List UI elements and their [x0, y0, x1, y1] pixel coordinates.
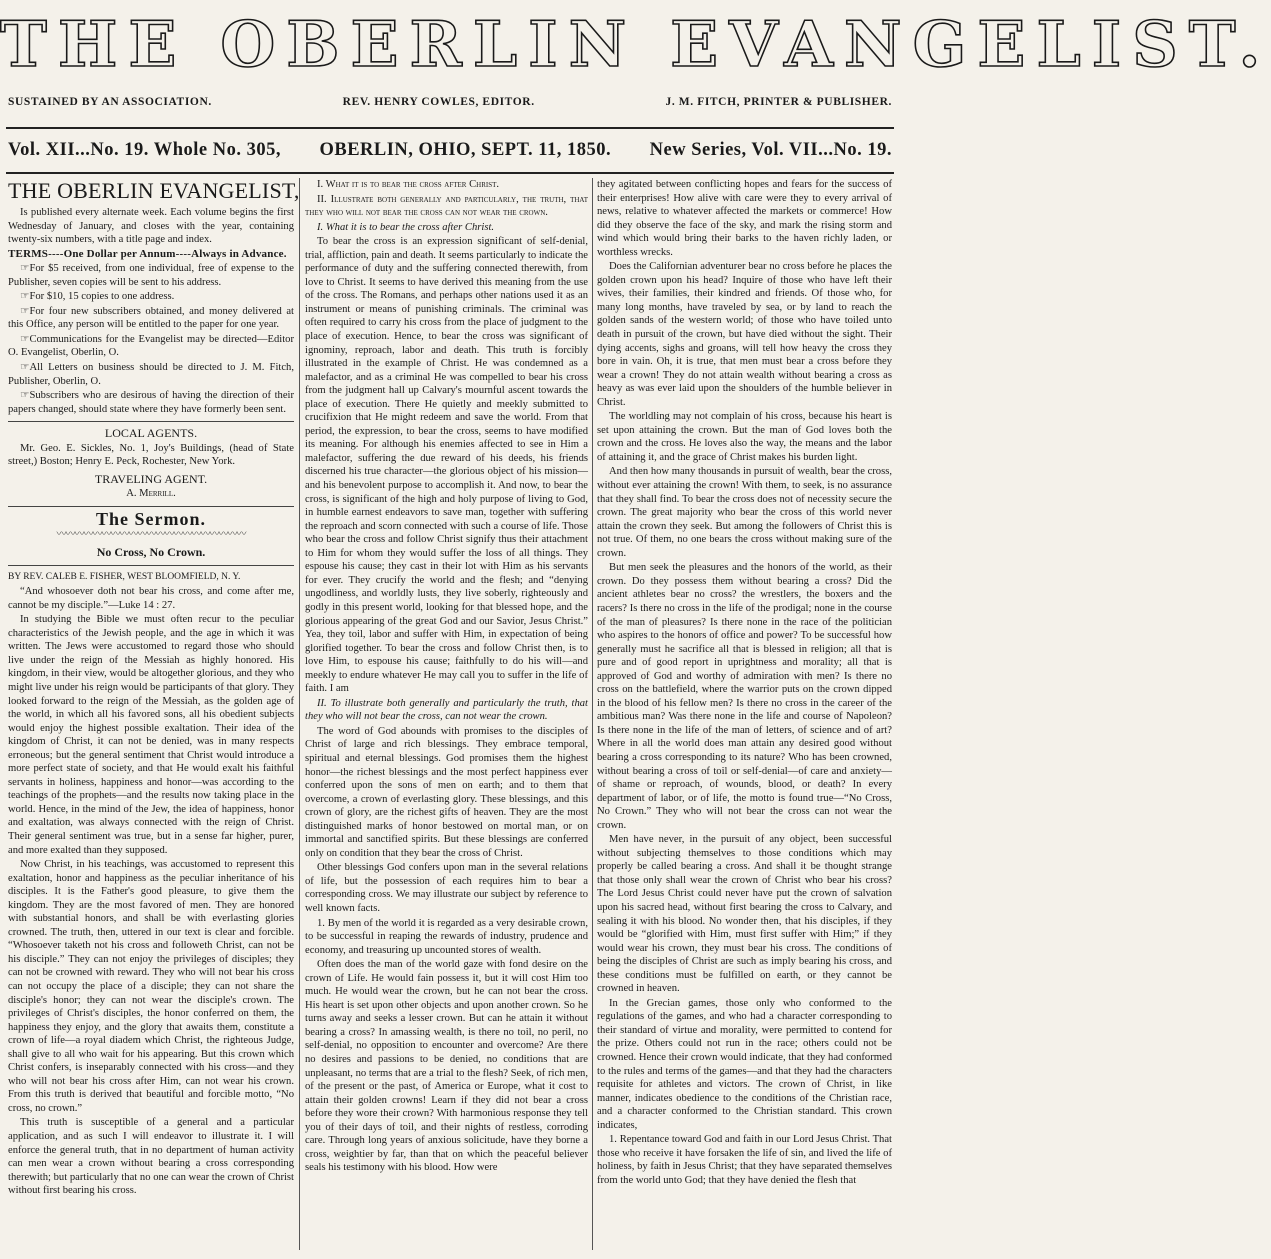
- local-agents-text: Mr. Geo. E. Sickles, No. 1, Joy's Buildings, (head of State street,) Boston; Henry E. Peck, Rochester, New York.: [8, 442, 294, 468]
- sermon-paragraph: 1. By men of the world it is regarded as a very desirable crown, to be successful in reaping the rewards of industry, prudence and economy, and treasuring up uncounted stores of wealth.: [305, 917, 588, 956]
- terms-item: ☞Communications for the Evangelist may be directed—Editor O. Evangelist, Oberlin, O.: [8, 333, 294, 359]
- masthead: [0, 0, 1271, 88]
- sermon-heading: The Sermon.: [96, 508, 206, 529]
- terms-item: ☞All Letters on business should be directed to J. M. Fitch, Publisher, Oberlin, O.: [8, 362, 294, 387]
- section-heading: II. To illustrate both generally and particularly the truth, that they who will not bear the cross, can not wear the crown.: [305, 697, 588, 723]
- wavy-divider: 〰〰〰〰〰〰〰〰〰〰〰〰〰〰〰〰〰〰〰〰〰: [56, 529, 246, 541]
- terms-item: ☞For four new subscribers obtained, and money delivered at this Office, any person will be entitled to the paper for one year.: [8, 305, 294, 331]
- sermon-paragraph: Now Christ, in his teachings, was accustomed to represent this exaltation, honor and happiness as the peculiar inheritance of his disciples. It is the Father's good pleasure, to give them the kingdom. They are the most favored of men. They are honored with substantial honors, and shall be with everlasting glories crowned. The truth, then, uttered in our text is clear and forcible. “Whosoever taketh not his cross and followeth Christ, can not be his disciple.” They can not enjoy the privileges of disciples; they can not be crowned with reward. They who will not bear his cross can not occupy the place of a disciple; they can not share the disciple's honor; they can not wear the disciple's crown. The privileges of Christ's disciples, the honor conferred on them, the happiness they enjoy, and the glory that awaits them, constitute a crown of life—a royal diadem which Christ, the righteous Judge, shall give to all who wait for his appearing. But this crown which Christ confers, is inseparably connected with his cross—and they who will not bear his cross after Him, can not wear his crown. From this truth is derived that beautiful and forcible motto, “No cross, no crown.”: [8, 859, 294, 1114]
- sermon-paragraph: In studying the Bible we must often recur to the peculiar characteristics of the Jewish people, and the age in which it was written. The Jews were accustomed to regard those who should live under the reign of the Messiah as highly honored. His kingdom, in their view, would be altogether glorious, and they who might live under his reign would be participants of that glory. They looked forward to the reign of the Messiah, as the golden age of the world, in which all his favored sons, all his obedient subjects would enjoy the highest possible exaltation. Their idea of the kingdom of Christ, it can not be denied, was in many respects erroneous; but the general sentiment that Christ would introduce a more perfect state of society, and that He would exalt his faithful servants in holiness, happiness and honor—was according to the teachings of the prophets—and the results now taking place in the world. Hence, in the mind of the Jew, the idea of happiness, honor and exaltation, was always connected with the reign of Christ. Their general sentiment was true, but in a sense far higher, purer, and more exalted than they supposed.: [8, 614, 294, 856]
- column-3: [597, 178, 892, 1250]
- terms-item: ☞Subscribers who are desirous of having the direction of their papers changed, should state where they have formerly been sent.: [8, 390, 294, 415]
- sermon-paragraph: they agitated between conflicting hopes and fears for the success of their enterprises! How alive with care were they to every arrival of news, relative to whatever affected the markets or commerce! How did they observe the face of the sky, and mark the rising storm and wind which would bring their barks to the haven richly laden, or worthless wrecks.: [597, 179, 892, 258]
- sermon-byline: BY REV. CALEB E. FISHER, WEST BLOOMFIELD, N. Y.: [8, 571, 241, 582]
- sermon-paragraph: In the Grecian games, those only who conformed to the regulations of the games, and who had a character corresponding to their standard of virtue and morality, were permitted to contend for the prize. Others could not run in the race; others could not be crowned. Hence their crown would indicate, that they had conformed to the rules and terms of the games—and that they had the characters requisite for athletes and victors. The crown of Christ, in like manner, indicates obedience to the conditions of the Christian race, and a character conformed to the Christian standard. This crown indicates,: [597, 997, 892, 1131]
- traveling-agent-heading: TRAVELING AGENT.: [94, 471, 208, 486]
- section-divider: [8, 565, 294, 566]
- place-date: OBERLIN, OHIO, SEPT. 11, 1850.: [319, 140, 612, 160]
- column-divider-2: [592, 178, 593, 1250]
- dateline: [8, 140, 892, 170]
- masthead-title: THE OBERLIN EVANGELIST.: [0, 7, 1271, 81]
- traveling-agent-name: A. Merrill.: [126, 488, 176, 500]
- column-2: [305, 178, 588, 1250]
- outline-item: I. What it is to bear the cross after Christ.: [317, 179, 500, 190]
- volume-number: Vol. XII...No. 19. Whole No. 305,: [8, 140, 281, 160]
- sermon-paragraph: But men seek the pleasures and the honors of the world, as their crown. Do they possess them without bearing a cross? Did the ancient athletes bear no cross? the wrestlers, the boxers and the racers? Is there no cross in the life of the prodigal; none in the course of the man of pleasures? Is there none in the race of the politician who aspires to the honors of office and power? To be successful how generally must he sacrifice all that is blessed in religion; all that is pure and of good report in uprightness and morality; all that is approved of God and worthy of admiration with men? Is there no cross on the battlefield, where the warrior puts on the crown dipped in the blood of his fellow men? Is there no cross in the career of the ambitious man? Was there none in the life and course of Napoleon? Is there none in the life of the man of letters, of science and of art? Where in all the world does man attain any desired good without bearing a cross corresponding to its nature? Who has been crowned, without bearing a cross of toil or self-denial—of care and anxiety—of shame or reproach, of wounds, blood, or death? In every department of labor, or of life, the motto is found true—“No Cross, No Crown.” They who will not bear the cross can not wear the crown.: [597, 562, 892, 831]
- column-1: [8, 178, 300, 1250]
- sermon-epigraph: “And whosoever doth not bear his cross, and come after me, cannot be my disciple.”—Luke 14 : 27.: [8, 586, 294, 611]
- paper-title: THE OBERLIN EVANGELIST,: [8, 178, 300, 203]
- sermon-paragraph: Men have never, in the pursuit of any object, been successful without subjecting themselves to those conditions which may properly be called bearing a cross. And shall it be thought strange that those only shall wear the crown of Christ who bear his cross? The Lord Jesus Christ could never have put the crown of salvation upon his sacred head, without first bearing the cross to Calvary, and sealing it with his blood. No wonder then, that his disciples, if they would be “glorified with Him, must first suffer with Him;” if they would wear his crown, they must bear his cross. The conditions of being the disciples of Christ are such as imply bearing his cross, and these conditions must be fulfilled on earth, or they cannot be crowned in heaven.: [597, 834, 892, 995]
- sermon-paragraph: 1. Repentance toward God and faith in our Lord Jesus Christ. That those who receive it have forsaken the life of sin, and lived the life of holiness, by faith in Jesus Christ; that they have separated themselves from the world unto God; that they have denied the flesh that: [597, 1134, 892, 1186]
- sermon-paragraph: Often does the man of the world gaze with fond desire on the crown of Life. He would fain possess it, but it will cost Him too much. He would wear the crown, but he can not bear the cross. His heart is set upon other objects and upon another crown. So he turns away and seeks a lesser crown. But can he attain it without bearing a cross? In amassing wealth, is there no toil, no peril, no self-denial, no opposition to encounter and overcome? Are there no desires and passions to be denied, no conditions that are unpleasant, no terms that are a trial to the flesh? Seek, of rich men, of the present or the past, of America or Europe, what it cost to attain their golden crowns! Learn if they did not bear a cross before they wore their crown? With harmonious response they tell you of their days of toil, and their nights of restless, corroding care. Through long years of anxious solicitude, have they borne a cross, weightier by far, than that on which the peaceful believer seals his testimony with his blood. How were: [305, 959, 588, 1174]
- subline-printer: J. M. FITCH, PRINTER & PUBLISHER.: [665, 96, 892, 108]
- top-rule: [6, 127, 894, 129]
- sermon-paragraph: The word of God abounds with promises to the disciples of Christ of large and rich blessings. They embrace temporal, spiritual and eternal blessings. God promises them the highest honor—the richest blessings and the most perfect happiness ever conferred upon the sons of men on earth; and to them that overcome, a crown of everlasting glory. These blessings, and this crown of glory, are the richest gifts of heaven. They are the most distinguished marks of honor bestowed on mortal man, or on immortal and sanctified spirits. But these blessings are conferred only on condition that they bear the cross of Christ.: [305, 725, 588, 859]
- sermon-paragraph: This truth is susceptible of a general and a particular application, and as such I will endeavor to illustrate it. I will enforce the general truth, that in no department of human activity can men wear a crown without bearing a cross corresponding therewith; but particularly that no one can wear the crown of Christ without first bearing his cross.: [8, 1117, 294, 1197]
- sermon-paragraph: Other blessings God confers upon man in the several relations of life, but the possession of each requires him to bear a corresponding cross. We may illustrate our subject by reference to well known facts.: [305, 862, 588, 914]
- sermon-paragraph: The worldling may not complain of his cross, because his heart is set upon attaining the crown. But the man of God loves both the crown and the cross. He loves also the way, the means and the labor of attaining it, and the grace of Christ makes his burden light.: [597, 411, 892, 463]
- terms-heading: TERMS----One Dollar per Annum----Always in Advance.: [8, 247, 287, 260]
- subline: [8, 96, 892, 118]
- column-divider-1: [299, 178, 300, 1250]
- section-divider: [8, 506, 294, 507]
- local-agents-heading: LOCAL AGENTS.: [104, 426, 198, 441]
- subline-editor: REV. HENRY COWLES, EDITOR.: [342, 96, 535, 108]
- outline-item: II. Illustrate both generally and particularly, the truth, that they who will not bear the cross can not wear the crown.: [305, 193, 588, 219]
- publication-notice: Is published every alternate week. Each volume begins the first Wednesday of January, and closes with the year, containing twenty-six numbers, with a title page and index.: [8, 207, 294, 246]
- terms-item: ☞For $5 received, from one individual, free of expense to the Publisher, seven copies will be sent to his address.: [8, 263, 294, 288]
- sermon-paragraph: Does the Californian adventurer bear no cross before he places the golden crown upon his head? Inquire of those who have left their wives, their families, their kindred and friends. Of those who, for many long months, have traveled by sea, or by land to reach the golden sands of the western world; of those who have toiled unto death in pursuit of the crown, but have died without the sight. Their dying accents, sighs and groans, will tell how heavy the cross they bore in vain. Oh, it is true, that men must bear a cross before they wear a crown! They do not attain wealth without bearing a cross as heavy as was ever laid upon the shoulders of the humble believer in Christ.: [597, 261, 892, 408]
- dateline-rule: [6, 172, 894, 174]
- terms-item: ☞For $10, 15 copies to one address.: [20, 291, 175, 303]
- series-number: New Series, Vol. VII...No. 19.: [649, 140, 892, 160]
- sermon-paragraph: To bear the cross is an expression significant of self-denial, trial, affliction, pain and death. It seems particularly to indicate the performance of duty and the suffering connected therewith, from love to Christ. It seems to have derived this meaning from the use of the cross. The Romans, and perhaps other nations used it as an instrument or means of punishing criminals. The criminal was often required to carry his cross from the place of judgment to the place of execution. Hence, to bear the cross was significant of ignominy, reproach, labor and death. This truth is forcibly illustrated in the example of Christ. He was condemned as a malefactor, and as a criminal He was compelled to bear his cross from the judgment hall up Calvary's mournful ascent towards the place of execution. There He quietly and meekly submitted to crucifixion that He might redeem and save the world. From that period, the expression, to bear the cross, seems to have modified its meaning. For although his enemies affected to see in Him a malefactor, suffering the due reward of his deeds, his friends discerned his true character—the glorious object of his mission—and his benevolent purpose to accomplish it. And now, to bear the cross, is significant of the high and holy purpose of living to God, in humble earnest endeavors to save man, together with suffering the reproach and scorn connected with such a course of life. Those who bear the cross and follow Christ signify thus their attachment to Him for whom they would suffer the loss of all things. They espouse his cause; they cast in their lot with Him as his servants for ever. They crucify the world and the flesh; and “denying ungodliness, and worldly lusts, they live soberly, righteously and godly in this present world, looking for that blessed hope, and the glorious appearing of the great God and our Savior, Jesus Christ.” Yea, they toil, labor and suffer with Him, in expectation of being glorified together. To bear the cross and follow Christ then, is to love Him, to espouse his cause; faithfully to do his will—and meekly to endure whatever He may call you to suffer in the life of faith. I am: [305, 236, 588, 695]
- section-heading: I. What it is to bear the cross after Christ.: [317, 221, 495, 233]
- sermon-paragraph: And then how many thousands in pursuit of wealth, bear the cross, without ever attaining the crown! With them, to seek, is no assurance that they shall find. To bear the cross does not of necessity secure the crown. The great majority who bear the cross of this world never attain the crown they seek. But among the followers of Christ this is not true. Of them, no one bears the cross without making sure of the crown.: [597, 466, 892, 559]
- section-divider: [8, 421, 294, 422]
- subline-association: SUSTAINED BY AN ASSOCIATION.: [8, 96, 212, 108]
- sermon-title: No Cross, No Crown.: [96, 545, 206, 560]
